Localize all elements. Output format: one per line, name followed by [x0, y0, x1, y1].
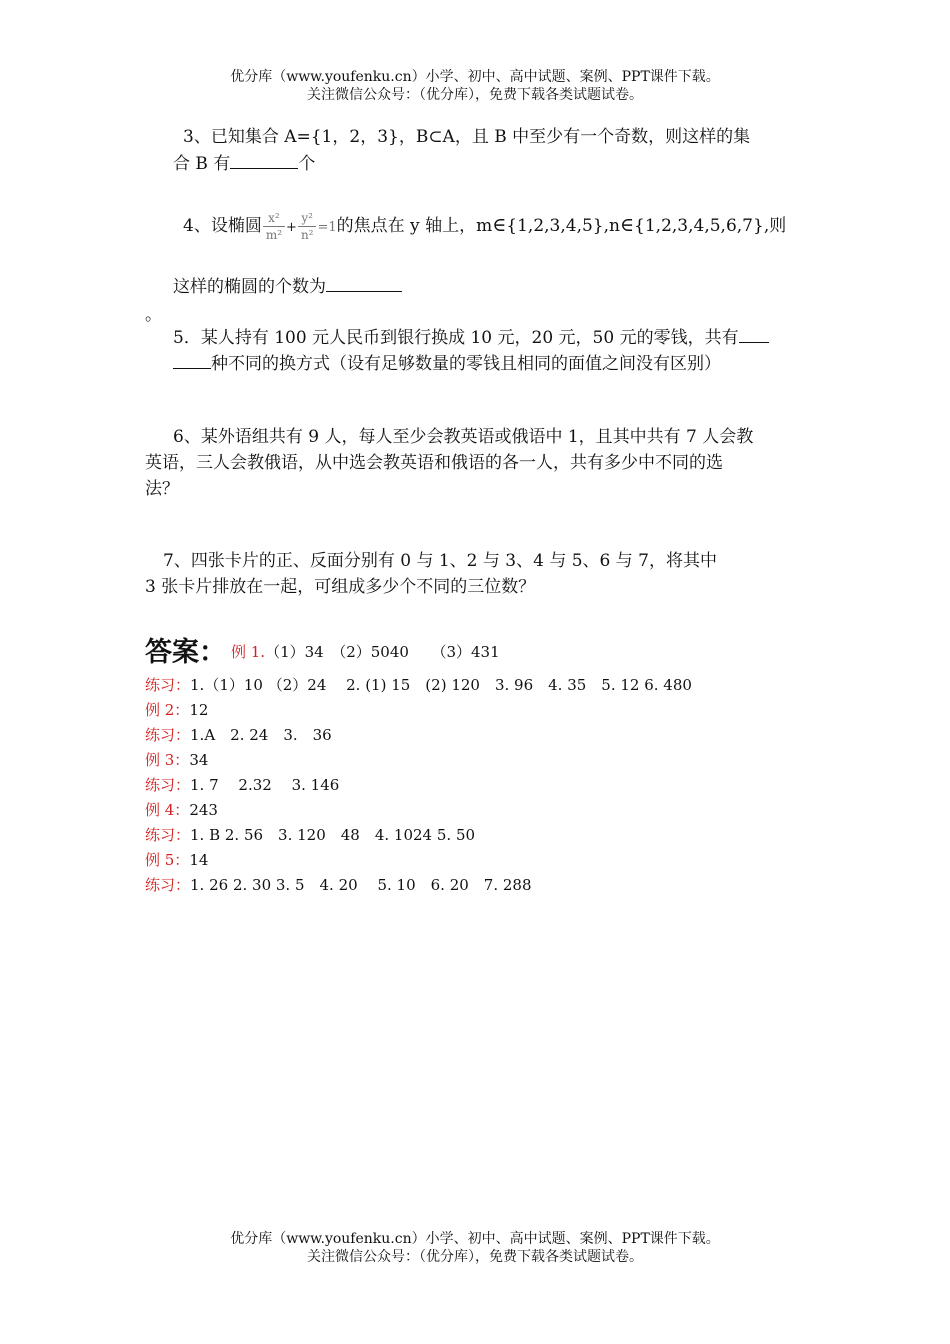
question-6-line-1: 6、某外语组共有 9 人，每人至少会教英语或俄语中 1，且其中共有 7 人会教	[173, 427, 754, 447]
answer-label: 练习：	[145, 676, 191, 694]
answer-label: 练习：	[145, 876, 191, 894]
answer-text: 1. B 2. 56 3. 120 48 4. 1024 5. 50	[190, 826, 476, 844]
answer-text: 1. 26 2. 30 3. 5 4. 20 5. 10 6. 20 7. 288	[190, 876, 532, 894]
header-line-1: 优分库（www.youfenku.cn）小学、初中、高中试题、案例、PPT课件下载。	[230, 69, 720, 85]
page-header	[0, 68, 950, 104]
answer-label: 练习：	[145, 726, 191, 744]
answer-text: 243	[189, 801, 218, 819]
question-7-line-2: 3 张卡片排放在一起，可组成多少个不同的三位数？	[145, 577, 536, 597]
stray-period: 。	[145, 305, 162, 325]
question-6-line-2: 英语，三人会教俄语，从中选会教英语和俄语的各一人，共有多少中不同的选	[145, 453, 723, 473]
element-of-symbol: ∈	[619, 214, 635, 236]
answer-text: 1.A 2. 24 3. 36	[190, 726, 332, 744]
question-5-line-2	[173, 350, 721, 377]
footer-line-2: 关注微信公众号：（优分库），免费下载各类试题试卷。	[307, 1249, 643, 1265]
answer-label: 练习：	[145, 826, 191, 844]
answer-label: 例 1.	[231, 643, 266, 661]
answer-text: 1.（1）10 （2）24 2. (1) 15 (2) 120 3. 96 4. 35 5. 12 6. 480	[190, 676, 692, 694]
header-line-2: 关注微信公众号：（优分库），免费下载各类试题试卷。	[307, 87, 643, 103]
answer-blank	[173, 350, 211, 369]
answer-blank	[739, 324, 769, 343]
answer-row	[145, 825, 475, 845]
answer-row	[145, 700, 208, 720]
answer-row	[145, 675, 692, 695]
question-4-text: 这样的椭圆的个数为	[173, 277, 326, 297]
question-5-line-1	[173, 324, 769, 351]
answers-title: 答案：	[145, 637, 226, 668]
answer-row	[145, 775, 339, 795]
answer-text: 1. 7 2.32 3. 146	[190, 776, 340, 794]
answer-row	[145, 725, 332, 745]
question-6-line-3: 法？	[145, 479, 179, 499]
plus-sign: +	[286, 220, 297, 235]
set-m: {1,2,3,4,5},n	[506, 216, 620, 236]
answer-row	[231, 642, 500, 662]
question-3-line-2	[173, 150, 315, 177]
answer-blank	[326, 273, 402, 292]
answer-text: 14	[189, 851, 209, 869]
page-footer	[0, 1230, 950, 1266]
set-n: {1,2,3,4,5,6,7},则	[634, 216, 787, 236]
question-7-line-1: 7、四张卡片的正、反面分别有 0 与 1、2 与 3、4 与 5、6 与 7，将其中	[163, 551, 717, 571]
fraction-denominator: n²	[300, 228, 314, 242]
answer-row	[145, 750, 208, 770]
fraction-denominator: m²	[265, 228, 283, 242]
fraction-numerator: y²	[298, 210, 317, 227]
question-4-line-1	[183, 210, 786, 243]
answer-label: 练习：	[145, 776, 191, 794]
element-of-symbol: ∈	[492, 214, 507, 236]
answer-label: 例 2：	[145, 701, 190, 719]
answer-label: 例 5：	[145, 851, 190, 869]
fraction-numerator: x²	[263, 210, 285, 227]
answer-row	[145, 800, 218, 820]
footer-line-1: 优分库（www.youfenku.cn）小学、初中、高中试题、案例、PPT课件下载。	[230, 1231, 720, 1247]
question-4-middle: 的焦点在 y 轴上，m	[336, 216, 493, 236]
answer-text: （1）34 （2）5040 （3）431	[265, 643, 500, 661]
answer-label: 例 3：	[145, 751, 190, 769]
answer-text: 12	[189, 701, 209, 719]
answer-label: 例 4：	[145, 801, 190, 819]
question-4-line-2	[173, 273, 402, 300]
answer-row	[145, 875, 532, 895]
question-4-prefix: 4、设椭圆	[183, 216, 262, 236]
question-3-prefix: 合 B 有	[173, 154, 231, 174]
fraction-y-over-n	[298, 210, 317, 243]
equals-one: =1	[317, 220, 337, 235]
question-3-line-1: 3、已知集合 A={1，2，3}，B⊂A，且 B 中至少有一个奇数，则这样的集	[183, 127, 751, 147]
answer-blank	[230, 150, 298, 169]
fraction-x-over-m	[263, 210, 285, 243]
question-3-suffix: 个	[298, 154, 316, 174]
answer-row	[145, 850, 208, 870]
answer-text: 34	[189, 751, 209, 769]
question-5-text: 5．某人持有 100 元人民币到银行换成 10 元，20 元，50 元的零钱，共有	[173, 328, 739, 348]
question-5-text: 种不同的换方式（设有足够数量的零钱且相同的面值之间没有区别）	[211, 354, 721, 374]
